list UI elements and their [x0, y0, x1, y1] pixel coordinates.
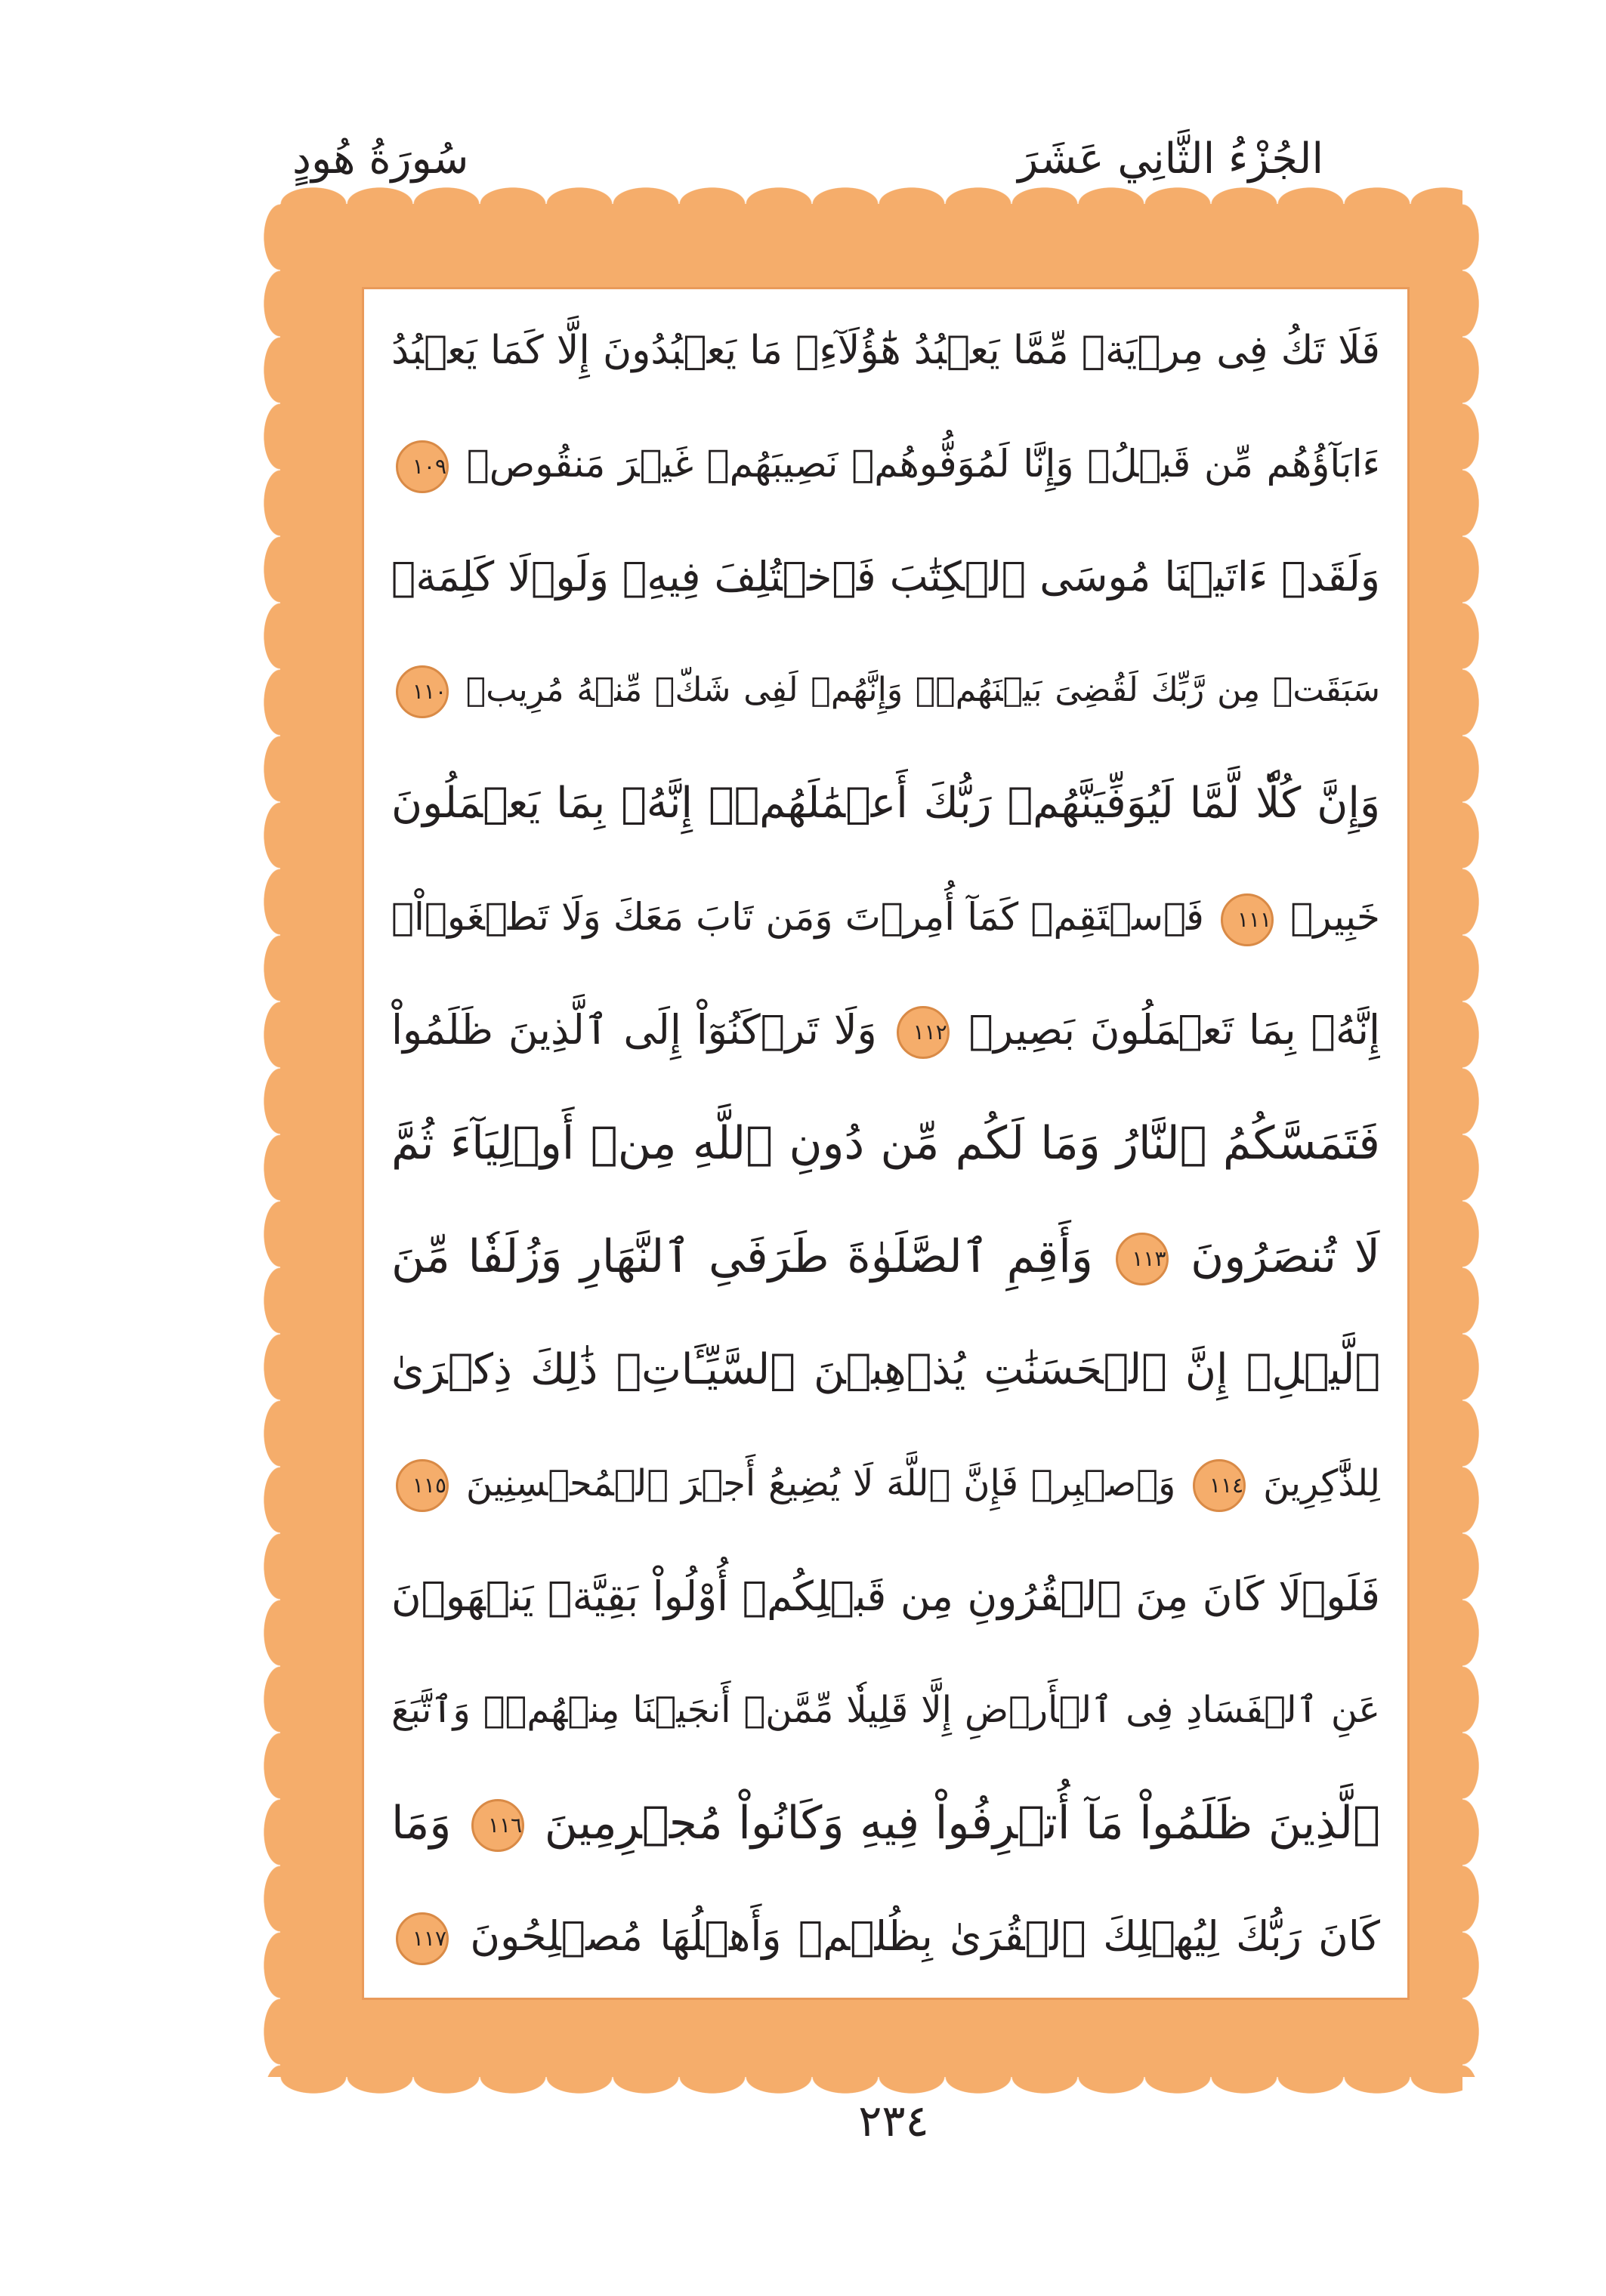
verse-text: ٱلَّذِينَ ظَلَمُواْ مَآ أُتۡرِفُواْ فِيهِ وَكَانُواْ مُجۡرِمِينَ	[544, 1797, 1380, 1850]
text-line	[391, 634, 1380, 747]
verse-text: فَٱسۡتَقِمۡ كَمَآ أُمِرۡتَ وَمَن تَابَ مَعَكَ وَلَا تَطۡغَوۡاْۚ	[391, 895, 1204, 939]
ayah-number-marker: ١١٠	[396, 665, 449, 718]
text-line	[391, 520, 1380, 634]
verse-text: فَلَا تَكُ فِى مِرۡيَةٖ مِّمَّا يَعۡبُدُ هَٰٓؤُلَآءِۚ مَا يَعۡبُدُونَ إِلَّا كَمَا يَعۡبُدُ	[391, 328, 1380, 373]
text-line	[391, 294, 1380, 407]
verse-text: وَٱصۡبِرۡ فَإِنَّ ٱللَّهَ لَا يُضِيعُ أَجۡرَ ٱلۡمُحۡسِنِينَ	[465, 1462, 1176, 1504]
verse-text: وَأَقِمِ ٱلصَّلَوٰةَ طَرَفَىِ ٱلنَّهَارِ وَزُلَفٗا مِّنَ	[391, 1230, 1093, 1283]
verse-text: إِنَّهُۥ بِمَا تَعۡمَلُونَ بَصِيرٞ	[968, 1006, 1380, 1054]
ayah-number-marker: ١٠٩	[396, 440, 449, 493]
ayah-number-marker: ١١٥	[396, 1459, 449, 1512]
text-line	[391, 1313, 1380, 1427]
verse-text: لَا تُنصَرُونَ	[1191, 1230, 1380, 1283]
text-line	[391, 860, 1380, 974]
verse-text: فَلَوۡلَا كَانَ مِنَ ٱلۡقُرُونِ مِن قَبۡلِكُمۡ أُوْلُواْ بَقِيَّةٖ يَنۡهَوۡنَ	[391, 1572, 1380, 1620]
verse-text: لِلذَّٰكِرِينَ	[1263, 1462, 1380, 1504]
ayah-number-marker: ١١٦	[471, 1799, 524, 1852]
verse-text: كَانَ رَبُّكَ لِيُهۡلِكَ ٱلۡقُرَىٰ بِظُلۡمٖ وَأَهۡلُهَا مُصۡلِحُونَ	[470, 1912, 1380, 1960]
text-line	[391, 1767, 1380, 1880]
text-panel	[362, 287, 1410, 2000]
verse-text: خَبِيرٞ	[1290, 895, 1380, 939]
text-line	[391, 1540, 1380, 1653]
verse-text: ءَابَآؤُهُم مِّن قَبۡلُۚ وَإِنَّا لَمُوَفُّوهُمۡ نَصِيبَهُمۡ غَيۡرَ مَنقُوصٖ	[466, 442, 1380, 486]
verse-text: وَمَا	[391, 1797, 452, 1850]
frame-scallop-bottom	[280, 2077, 1462, 2094]
text-line	[391, 1653, 1380, 1767]
surah-name: سُورَةُ هُودٍ	[292, 134, 469, 184]
text-line	[391, 407, 1380, 520]
ayah-number-marker: ١١٧	[396, 1912, 449, 1965]
verse-text: فَتَمَسَّكُمُ ٱلنَّارُ وَمَا لَكُم مِّن دُونِ ٱللَّهِ مِنۡ أَوۡلِيَآءَ ثُمَّ	[391, 1117, 1380, 1170]
text-line	[391, 974, 1380, 1087]
verse-text: وَلَقَدۡ ءَاتَيۡنَا مُوسَى ٱلۡكِتَٰبَ فَٱخۡتُلِفَ فِيهِۚ وَلَوۡلَا كَلِمَةٞ	[391, 553, 1380, 600]
text-line	[391, 1427, 1380, 1540]
frame-scallop-left	[264, 204, 280, 2077]
frame-scallop-right	[1462, 204, 1479, 2077]
text-line	[391, 1087, 1380, 1200]
verse-text: عَنِ ٱلۡفَسَادِ فِى ٱلۡأَرۡضِ إِلَّا قَلِيلٗا مِّمَّنۡ أَنجَيۡنَا مِنۡهُمۡۗ وَٱتَّبَعَ	[391, 1689, 1380, 1731]
page-number: ٢٣٤	[858, 2095, 929, 2146]
text-line	[391, 1200, 1380, 1313]
frame-scallop-top	[280, 187, 1462, 204]
juz-name: الجُزْءُ الثَّانِي عَشَرَ	[1018, 134, 1323, 184]
verse-text: سَبَقَتۡ مِن رَّبِّكَ لَقُضِىَ بَيۡنَهُمۡۚ وَإِنَّهُمۡ لَفِى شَكّٖ مِّنۡهُ مُرِيبٖ	[465, 671, 1380, 709]
text-line	[391, 1880, 1380, 1993]
ayah-number-marker: ١١٣	[1116, 1233, 1169, 1285]
verse-text: وَلَا تَرۡكَنُوٓاْ إِلَى ٱلَّذِينَ ظَلَمُواْ	[391, 1006, 877, 1054]
text-line	[391, 747, 1380, 860]
verse-text: وَإِنَّ كُلّٗا لَّمَّا لَيُوَفِّيَنَّهُمۡ رَبُّكَ أَعۡمَٰلَهُمۡۚ إِنَّهُۥ بِمَا يَعۡمَلُونَ	[391, 779, 1380, 828]
ayah-number-marker: ١١٢	[897, 1006, 950, 1059]
verse-text: ٱلَّيۡلِۚ إِنَّ ٱلۡحَسَنَٰتِ يُذۡهِبۡنَ ٱلسَّيِّـَٔاتِۚ ذَٰلِكَ ذِكۡرَىٰ	[391, 1345, 1380, 1394]
ayah-number-marker: ١١٤	[1193, 1459, 1246, 1512]
ornamental-frame	[280, 204, 1462, 2077]
ayah-number-marker: ١١١	[1221, 893, 1274, 946]
